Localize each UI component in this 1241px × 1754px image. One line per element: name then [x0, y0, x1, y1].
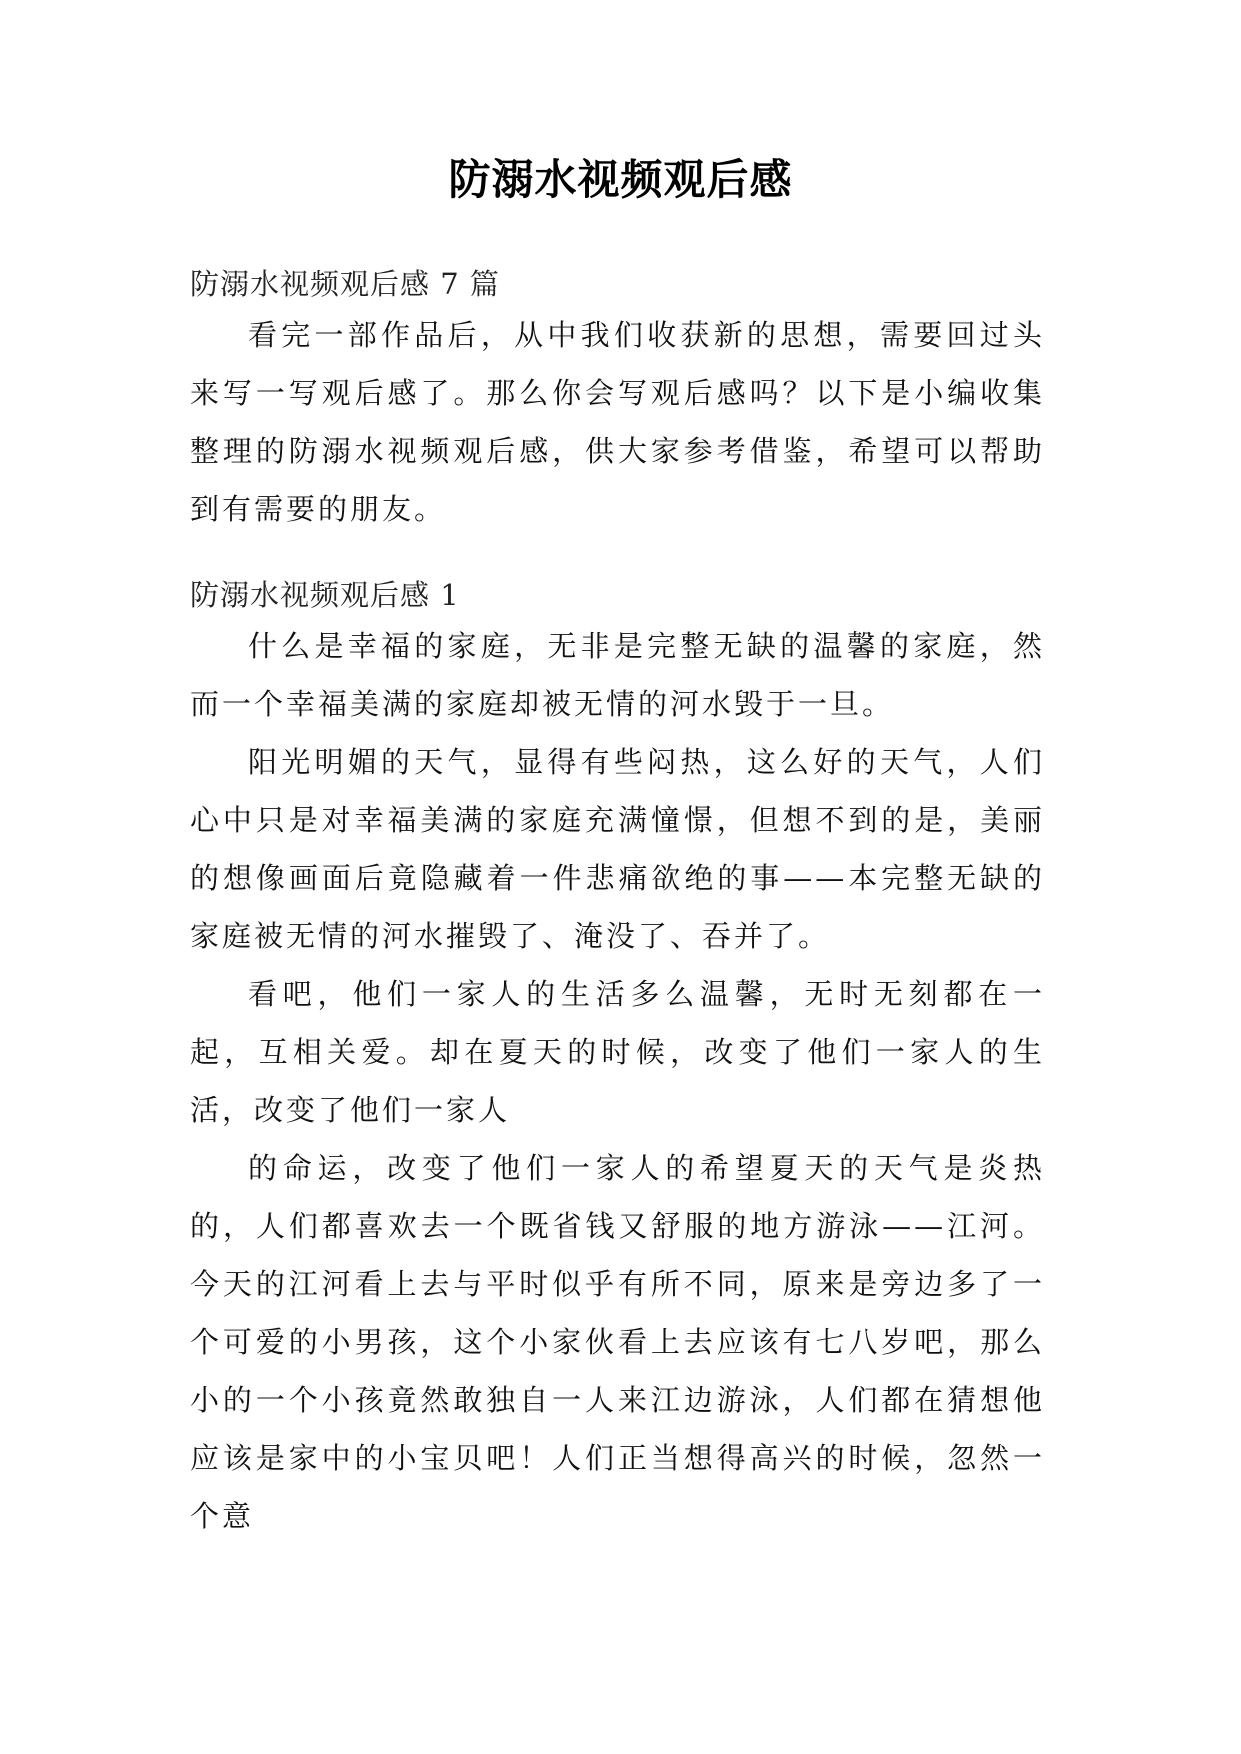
intro-paragraph: 看完一部作品后，从中我们收获新的思想，需要回过头来写一写观后感了。那么你会写观后感吗？以下是小编收集整理的防溺水视频观后感，供大家参考借鉴，希望可以帮助到有需要的朋友。 [190, 318, 1045, 526]
intro-block [190, 306, 1045, 538]
section-body [190, 617, 1045, 1545]
document-subtitle: 防溺水视频观后感 7 篇 [190, 267, 500, 301]
body-paragraph: 什么是幸福的家庭，无非是完整无缺的温馨的家庭，然而一个幸福美满的家庭却被无情的河水毁于一旦。 [190, 629, 1045, 721]
document-title: 防溺水视频观后感 [448, 155, 793, 204]
body-paragraph: 的命运，改变了他们一家人的希望夏天的天气是炎热的，人们都喜欢去一个既省钱又舒服的地方游泳——江河。今天的江河看上去与平时似乎有所不同，原来是旁边多了一个可爱的小男孩，这个小家伙看上去应该有七八岁吧，那么小的一个小孩竟然敢独自一人来江边游泳，人们都在猜想他应该是家中的小宝贝吧！人们正当想得高兴的时候，忽然一个意 [190, 1151, 1045, 1533]
section-heading: 防溺水视频观后感 1 [190, 578, 460, 612]
body-paragraph: 阳光明媚的天气，显得有些闷热，这么好的天气，人们心中只是对幸福美满的家庭充满憧憬，但想不到的是，美丽的想像画面后竟隐藏着一件悲痛欲绝的事——本完整无缺的家庭被无情的河水摧毁了、淹没了、吞并了。 [190, 745, 1045, 953]
body-paragraph: 看吧，他们一家人的生活多么温馨，无时无刻都在一起，互相关爱。却在夏天的时候，改变了他们一家人的生活，改变了他们一家人 [190, 977, 1045, 1127]
